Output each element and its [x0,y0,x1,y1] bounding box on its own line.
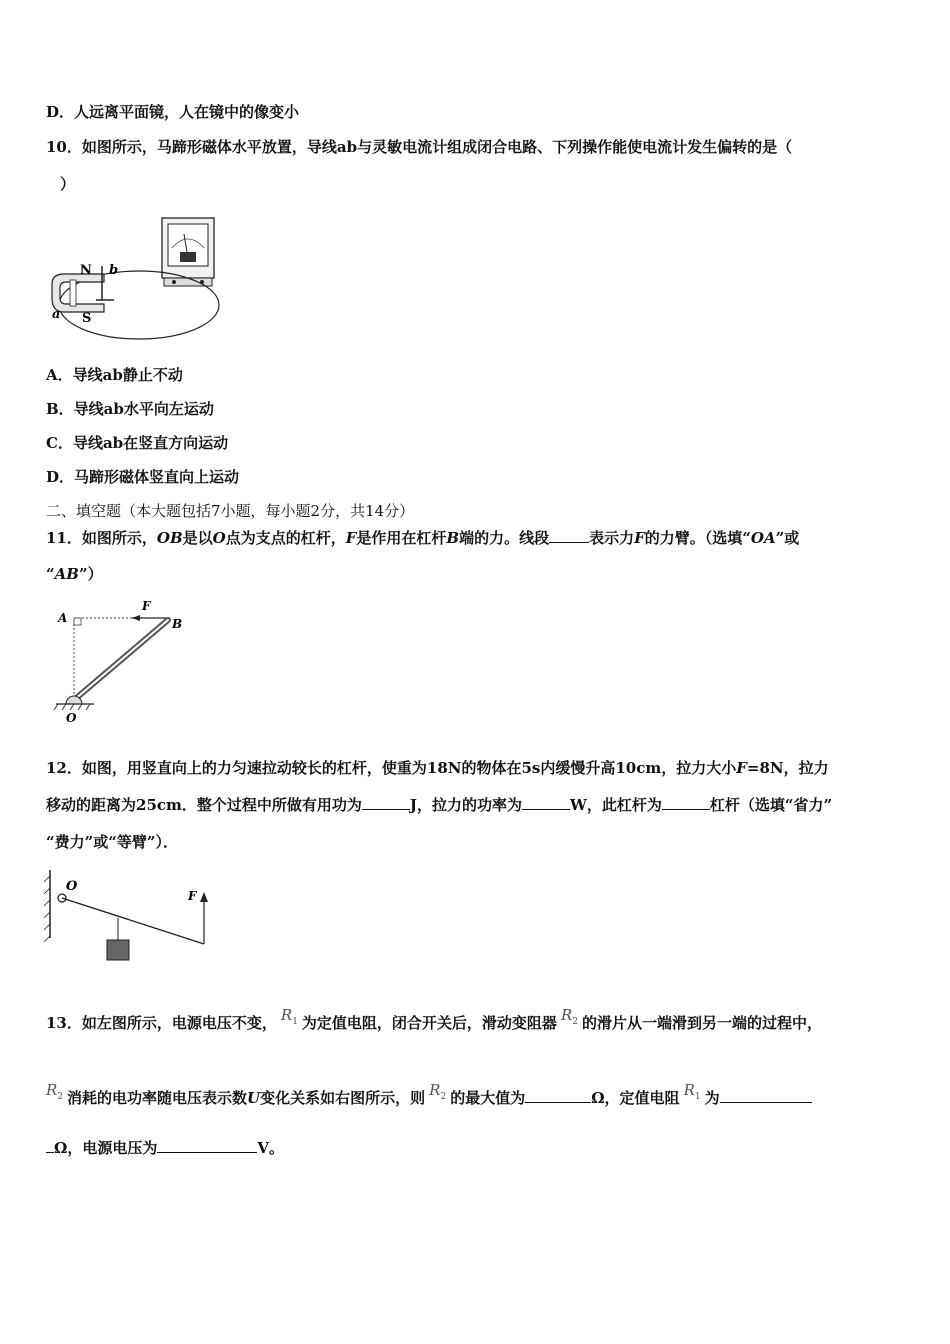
q13-line2: $R_2$ 消耗的电功率随电压表示数U变化关系如右图所示，则 $R_2$ 的最大值为 Ω，定值电阻 $R_1$ 为 [46,1087,812,1115]
lever-ob-figure [48,594,198,724]
q12-lever-type-blank[interactable] [662,794,710,810]
r1-symbol-line2: $R_1$ [683,1081,701,1102]
lever-b-label: B [172,617,183,631]
q10-option-b: B．导线ab水平向左运动 [46,400,214,418]
pull-force-f-label: F [188,889,197,903]
magnet-n-label: N [80,263,92,278]
wire-b-label: b [109,263,119,278]
q13-r2-max-blank[interactable] [525,1087,591,1103]
lever-pivot-o-label: O [66,879,78,894]
wire-a-label: a [52,307,61,322]
q10-stem: 10．如图所示，马蹄形磁体水平放置，导线ab与灵敏电流计组成闭合电路、下列操作能使电流计发生偏转的是（ [46,138,793,156]
r2-symbol: $R_2$ [560,1006,578,1027]
q13-voltage-blank[interactable] [157,1137,257,1153]
magnet-s-label: S [82,311,92,326]
q10-option-a: A．导线ab静止不动 [46,366,183,384]
q10-stem-close: ） [60,175,76,193]
q12-useful-work-blank[interactable] [362,794,410,810]
q13-r1-blank-cont[interactable] [46,1137,54,1153]
q12-power-blank[interactable] [522,794,570,810]
q13-line3: Ω，电源电压为 V。 [46,1137,284,1158]
q9-option-d: D．人远离平面镜，人在镜中的像变小 [46,103,300,121]
lever-o-label: O [66,711,77,724]
q12-line3: “费力”或“等臂”）． [46,833,179,851]
r1-symbol: $R_1$ [280,1006,298,1027]
q11-line1: 11．如图所示，OB是以O点为支点的杠杆，F是作用在杠杆B端的力。线段 表示力F的力臂。（选填“OA”或 [46,529,800,547]
q13-line1: 13．如左图所示，电源电压不变， $R_1$ 为定值电阻，闭合开关后，滑动变阻器 $R_2$ 的滑片从一端滑到另一端的过程中， [46,1006,822,1032]
q11-line2: “AB”） [46,565,103,583]
q13-r1-blank[interactable] [720,1087,812,1103]
q10-option-d: D．马蹄形磁体竖直向上运动 [46,468,240,486]
section2-heading: 二、填空题（本大题包括7小题，每小题2分，共14分） [46,502,415,520]
r2-symbol-line2: $R_2$ [46,1081,64,1102]
lever-f-label: F [142,599,151,613]
q12-line1: 12．如图，用竖直向上的力匀速拉动较长的杠杆，使重为18N的物体在5s内缓慢升高10cm，拉力大小F=8N，拉力 [46,759,829,777]
q10-option-c: C．导线ab在竖直方向运动 [46,434,229,452]
q12-line2: 移动的距离为25cm．整个过程中所做有用功为 J，拉力的功率为 W，此杠杆为 杠杆（选填“省力” [46,796,833,814]
galvanometer-magnet-figure [44,208,224,343]
lever-a-label: A [58,611,68,625]
q11-answer-blank[interactable] [549,527,589,543]
lever-weight-figure [44,866,219,966]
r2-symbol-line2b: $R_2$ [429,1081,447,1102]
